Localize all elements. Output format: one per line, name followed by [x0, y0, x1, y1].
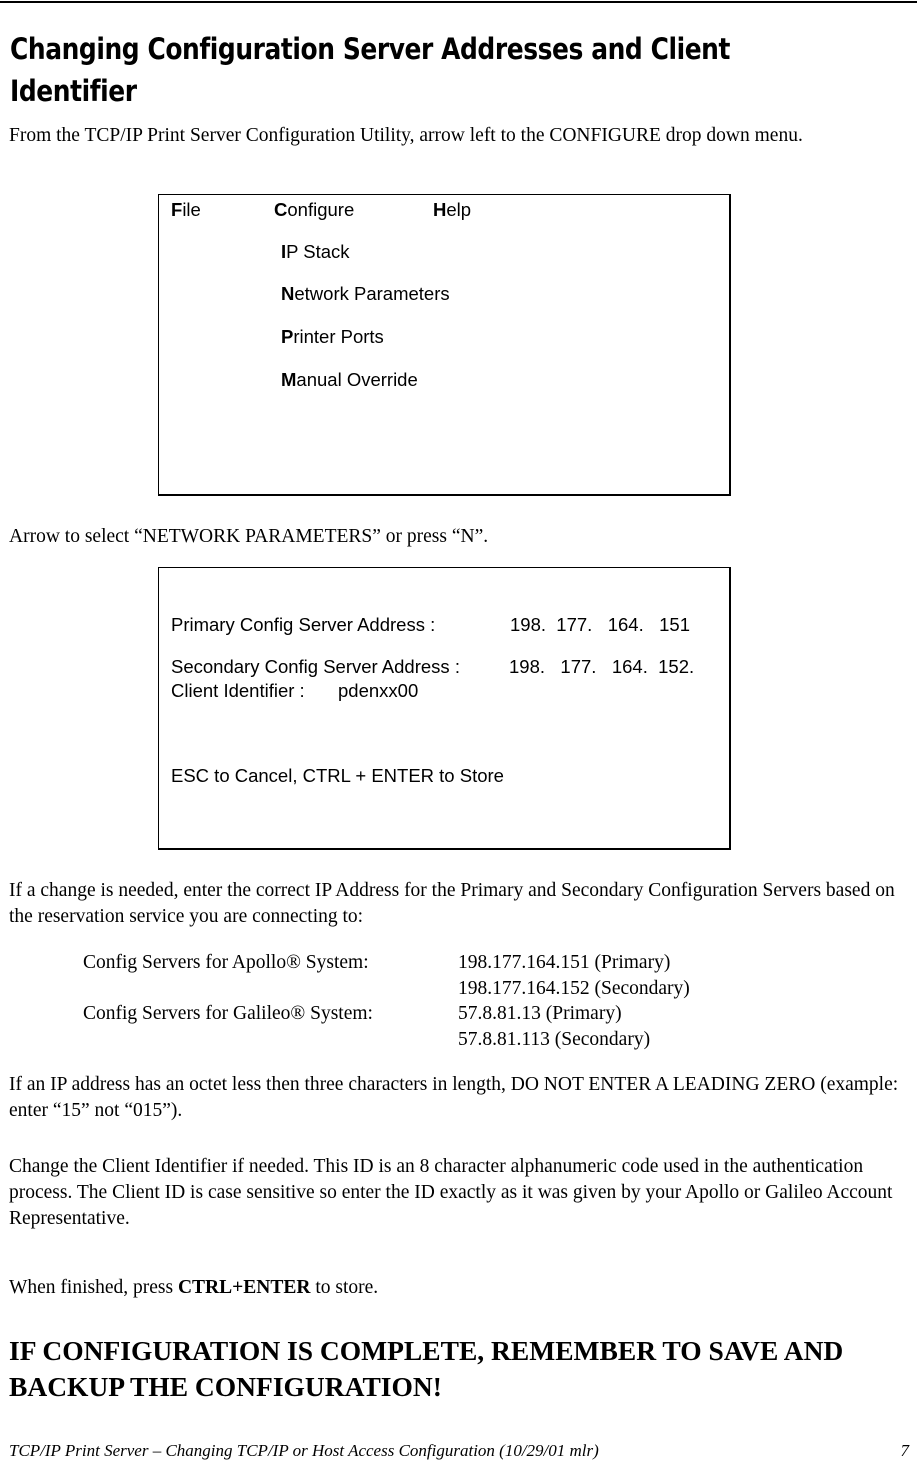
store-key-combo: CTRL+ENTER [177, 1277, 311, 1298]
finish-instruction: When finished, press CTRL+ENTER to store. [9, 1277, 379, 1298]
secondary-server-field[interactable]: 198. 177. 164. 152. [509, 656, 695, 677]
menu-item-network-parameters[interactable]: Network Parameters [281, 283, 450, 304]
primary-server-field[interactable]: 198. 177. 164. 151 [510, 614, 691, 635]
top-rule [0, 1, 917, 3]
apollo-system-label: Config Servers for Apollo® System: [83, 952, 369, 973]
page-number: 7 [900, 1441, 909, 1460]
secondary-server-label: Secondary Config Server Address : [171, 656, 460, 677]
menu-help[interactable]: Help [433, 199, 472, 220]
apollo-secondary: 198.177.164.152 (Secondary) [458, 978, 690, 999]
configure-menu-screen [158, 194, 731, 496]
network-parameters-screen [158, 567, 731, 850]
footer-title: TCP/IP Print Server – Changing TCP/IP or Host Access Configuration (10/29/01 mlr) [9, 1441, 599, 1460]
section-heading: Changing Configuration Server Addresses and Client Identifier [10, 32, 731, 108]
menu-configure[interactable]: Configure [274, 199, 355, 220]
octet-note: If an IP address has an octet less then three characters in length, DO NOT ENTER A LEADING ZERO (example: enter “15” not “015”). [9, 1074, 899, 1121]
client-id-note: Change the Client Identifier if needed. This ID is an 8 character alphanumeric code used in the authentication process. The Client ID is case sensitive so enter the ID exactly as it was given by your Apollo or Galileo Account Representative. [9, 1156, 893, 1229]
menu-item-printer-ports[interactable]: Printer Ports [281, 326, 384, 347]
save-backup-reminder: IF CONFIGURATION IS COMPLETE, REMEMBER TO SAVE AND BACKUP THE CONFIGURATION! [9, 1335, 844, 1402]
client-identifier-label: Client Identifier : [171, 680, 305, 701]
client-identifier-field[interactable]: pdenxx00 [338, 680, 419, 701]
menu-item-ip-stack[interactable]: IP Stack [281, 241, 350, 262]
galileo-secondary: 57.8.81.113 (Secondary) [458, 1029, 651, 1050]
menu-file[interactable]: File [171, 199, 201, 220]
change-instruction: If a change is needed, enter the correct IP Address for the Primary and Secondary Configuration Servers based on the reservation service you are connecting to: [9, 880, 895, 927]
store-cancel-hint: ESC to Cancel, CTRL + ENTER to Store [171, 765, 504, 786]
apollo-primary: 198.177.164.151 (Primary) [458, 952, 671, 973]
galileo-primary: 57.8.81.13 (Primary) [458, 1003, 622, 1024]
menu-item-manual-override[interactable]: Manual Override [281, 369, 418, 390]
primary-server-label: Primary Config Server Address : [171, 614, 436, 635]
select-instruction: Arrow to select “NETWORK PARAMETERS” or press “N”. [9, 526, 489, 547]
galileo-system-label: Config Servers for Galileo® System: [83, 1003, 373, 1024]
intro-paragraph: From the TCP/IP Print Server Configuration Utility, arrow left to the CONFIGURE drop down menu. [9, 125, 803, 146]
